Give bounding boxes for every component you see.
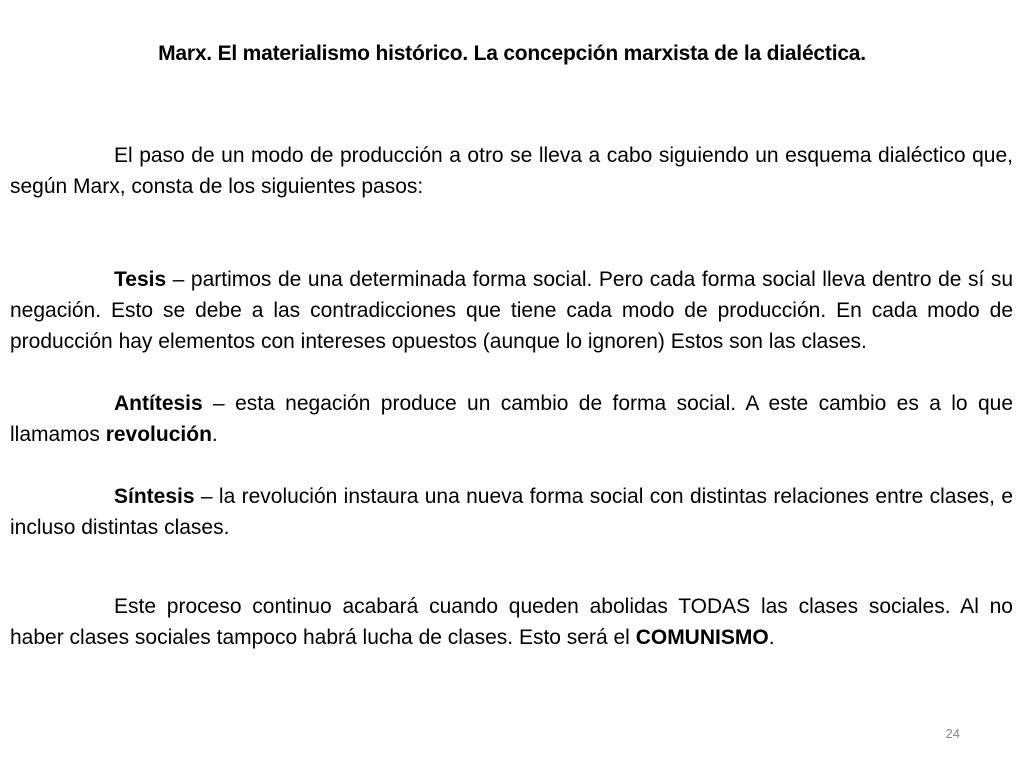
slide-body [10,140,1013,653]
conclusion-end: . [768,626,775,649]
conclusion-text: Este proceso continuo acabará cuando queden abolidas TODAS las clases sociales. Al no haber clases sociales tampoco habrá lucha de clases. Esto será el [10,595,1013,649]
antitesis-paragraph [10,388,1013,450]
comunismo-emphasis: COMUNISMO [635,626,769,649]
sintesis-paragraph [10,481,1013,543]
sintesis-term: Síntesis [114,485,195,508]
antitesis-term: Antítesis [114,392,203,415]
tesis-text: – partimos de una determinada forma social. Pero cada forma social lleva dentro de sí su negación. Esto se debe a las contradicciones que tiene cada modo de producción. En cada modo de producción hay elementos con intereses opuestos (aunque lo ignoren) Estos son las clases. [10,268,1013,353]
tesis-term: Tesis [114,268,167,291]
antitesis-text: – esta negación produce un cambio de forma social. A este cambio es a lo que llamamos [10,392,1013,446]
sintesis-text: – la revolución instaura una nueva forma social con distintas relaciones entre clases, e incluso distintas clases. [10,485,1013,539]
revolucion-emphasis: revolución [105,423,212,446]
conclusion-paragraph [10,591,1013,653]
slide-title: Marx. El materialismo histórico. La concepción marxista de la dialéctica. [158,42,866,65]
antitesis-end: . [211,423,218,446]
intro-paragraph: El paso de un modo de producción a otro se lleva a cabo siguiendo un esquema dialéctico que, según Marx, consta de los siguientes pasos: [10,144,1013,198]
tesis-paragraph [10,264,1013,357]
page-number: 24 [945,726,960,741]
